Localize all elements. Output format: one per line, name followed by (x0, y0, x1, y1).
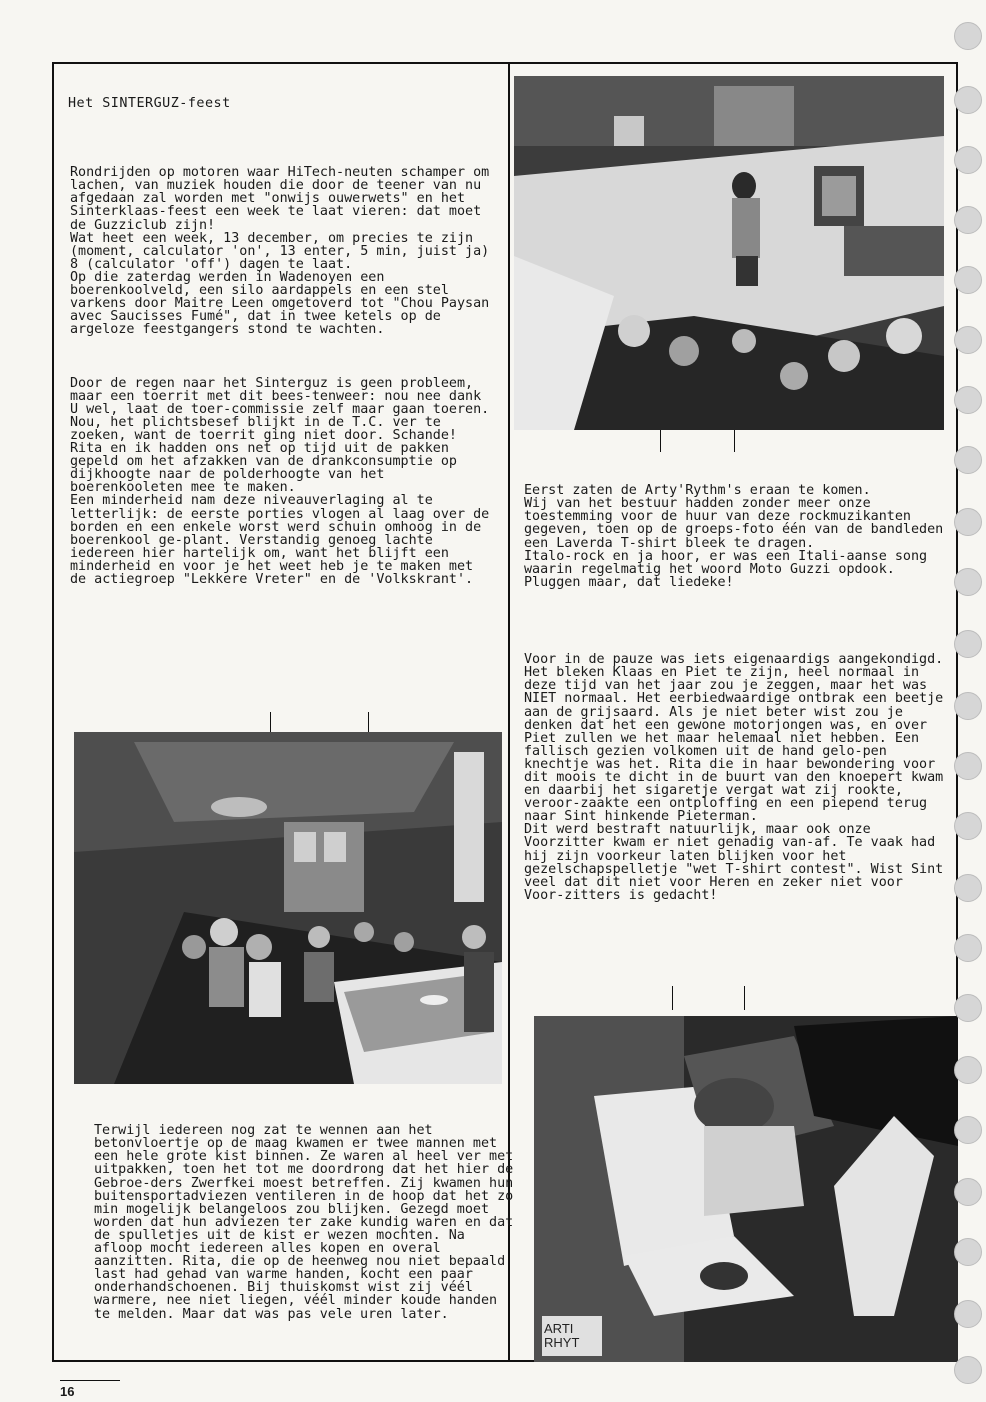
binding-hole (954, 508, 982, 536)
binding-hole (954, 266, 982, 294)
binding-hole (954, 1238, 982, 1266)
photo-performance (534, 1016, 958, 1362)
binding-hole (954, 146, 982, 174)
photo-sign-text: ARTI RHYT (544, 1321, 580, 1350)
photo-performance-image (534, 1016, 958, 1362)
page-number: 16 (60, 1384, 75, 1399)
photo-dinner-hall-image (74, 732, 502, 1084)
photo-dinner-hall (74, 732, 502, 1084)
binding-hole (954, 874, 982, 902)
separator-tick (672, 986, 673, 1010)
photo-band-hall-image (514, 76, 944, 430)
article-title: Het SINTERGUZ-feest (68, 96, 231, 111)
binding-hole (954, 568, 982, 596)
binding-hole (954, 446, 982, 474)
binding-hole (954, 934, 982, 962)
separator-tick (744, 986, 745, 1010)
binding-hole (954, 86, 982, 114)
binding-hole (954, 22, 982, 50)
binding-hole (954, 1356, 982, 1384)
binding-holes (946, 0, 986, 1402)
paragraph: Door de regen naar het Sinterguz is geen probleem, maar een toerrit met dit bees-tenweer: nou nee dank U wel, laat de toer-commissie zelf maar gaan toeren. Nou, het plichtsbesef blijkt in de T.C. ver te zoeken, want de toerrit ging niet door. Schande! Rita en ik hadden ons net op tijd uit de pakken gepeld om het afzakken van de drankconsumptie op dijkhoogte naar de polderhoogte van het boerenkooleten mee te maken. Een minderheid nam deze niveauverlaging al te letterlijk: de eerste porties vlogen al laag over de borden en een enkele worst werd schuin omhoog in de boerenkool ge-plant. Verstandig genoeg lachte iedereen hier hartelijk om, want het blijft een minderheid en voor je het weet heb je te maken met de actiegroep "Lekkere Vreter" en de 'Volkskrant'. (70, 375, 490, 587)
left-column-bottom (94, 1098, 522, 1347)
paragraph: Eerst zaten de Arty'Rythm's eraan te komen. Wij van het bestuur hadden zonder meer onze toestemming voor de huur van deze rockmuzikanten gegeven, toen op de groeps-foto één van de bandleden een Laverda T-shirt bleek te dragen. Italo-rock en ja hoor, er was een Itali-aanse song waarin regelmatig het woord Moto Guzzi opdook. Pluggen maar, dat liedeke! (524, 483, 944, 590)
page-number-rule (60, 1380, 120, 1381)
binding-hole (954, 630, 982, 658)
paragraph: Terwijl iedereen nog zat te wennen aan het betonvloertje op de maag kwamen er twee mannen met een hele grote kist binnen. Ze waren al heel ver met uitpakken, toen het tot me doordrong dat het hier de Gebroe-ders Zwerfkei moest betreffen. Zij kwamen hun buitensportadviezen ventileren in de hoop dat het zo min mogelijk belangeloos zou blijken. Gezegd moet worden dat hun adviezen ter zake kundig waren en dat de spulletjes uit de kist er wezen mochten. Na afloop mocht iedereen alles kopen en overal aanzitten. Rita, die op de heenweg nou niet bepaald last had gehad van warme handen, kocht een paar onderhandschoenen. Bij thuiskomst wist zij véél warmere, nee niet liegen, véél minder koude handen te melden. Maar dat was pas vele uren later. (94, 1123, 522, 1322)
paragraph: Voor in de pauze was iets eigenaardigs aangekondigd. Het bleken Klaas en Piet te zijn, heel normaal in deze tijd van het jaar zou je zeggen, maar het was NIET normaal. Het eerbiedwaardige ontbrak een beetje aan de grijsaard. Als je niet beter wist zou je denken dat het een gewone motorjongen was, en over Piet zullen we het maar helemaal niet hebben. Een fallisch gezien volkomen uit de hand gelo-pen knechtje was het. Rita die in haar bewondering voor dit moois te dicht in de buurt van den knoepert kwam en daarbij het sigaretje vergat wat zij rookte, veroor-zaakte een ontploffing en een piepend terug naar Sint hinkende Pieterman. Dit werd bestraft natuurlijk, maar ook onze Voorzitter kwam er niet genadig van-af. Te vaak had hij zijn voorkeur laten blijken voor het gezelschapspelletje "wet T-shirt contest". Wist Sint veel dat dit niet voor Heren en zeker niet voor Voor-zitters is gedacht! (524, 652, 944, 903)
binding-hole (954, 1178, 982, 1206)
binding-hole (954, 752, 982, 780)
photo-band-hall (514, 76, 944, 430)
binding-hole (954, 692, 982, 720)
binding-hole (954, 1056, 982, 1084)
binding-hole (954, 812, 982, 840)
separator-tick (270, 712, 271, 732)
paragraph: Rondrijden op motoren waar HiTech-neuten schamper om lachen, van muziek houden die door de teener van nu afgedaan zal worden met "onwijs ouwerwets" en het Sinterklaas-feest een week te laat vieren: dat moet de Guzziclub zijn! Wat heet een week, 13 december, om precies te zijn (moment, calculator 'on', 13 enter, 5 min, juist ja) 8 (calculator 'off') dagen te laat. Op die zaterdag werden in Wadenoyen een boerenkoolveld, een silo aardappels en een stel varkens door Maitre Leen omgetoverd tot "Chou Paysan avec Saucisses Fumé", dat in twee ketels op de argeloze feestgangers stond te wachten. (70, 165, 490, 338)
right-column-middle (524, 458, 948, 928)
binding-hole (954, 206, 982, 234)
binding-hole (954, 994, 982, 1022)
separator-tick (368, 712, 369, 732)
separator-tick (660, 430, 661, 452)
binding-hole (954, 1116, 982, 1144)
binding-hole (954, 326, 982, 354)
binding-hole (954, 1300, 982, 1328)
separator-tick (734, 430, 735, 452)
left-column-top (70, 140, 496, 612)
binding-hole (954, 386, 982, 414)
